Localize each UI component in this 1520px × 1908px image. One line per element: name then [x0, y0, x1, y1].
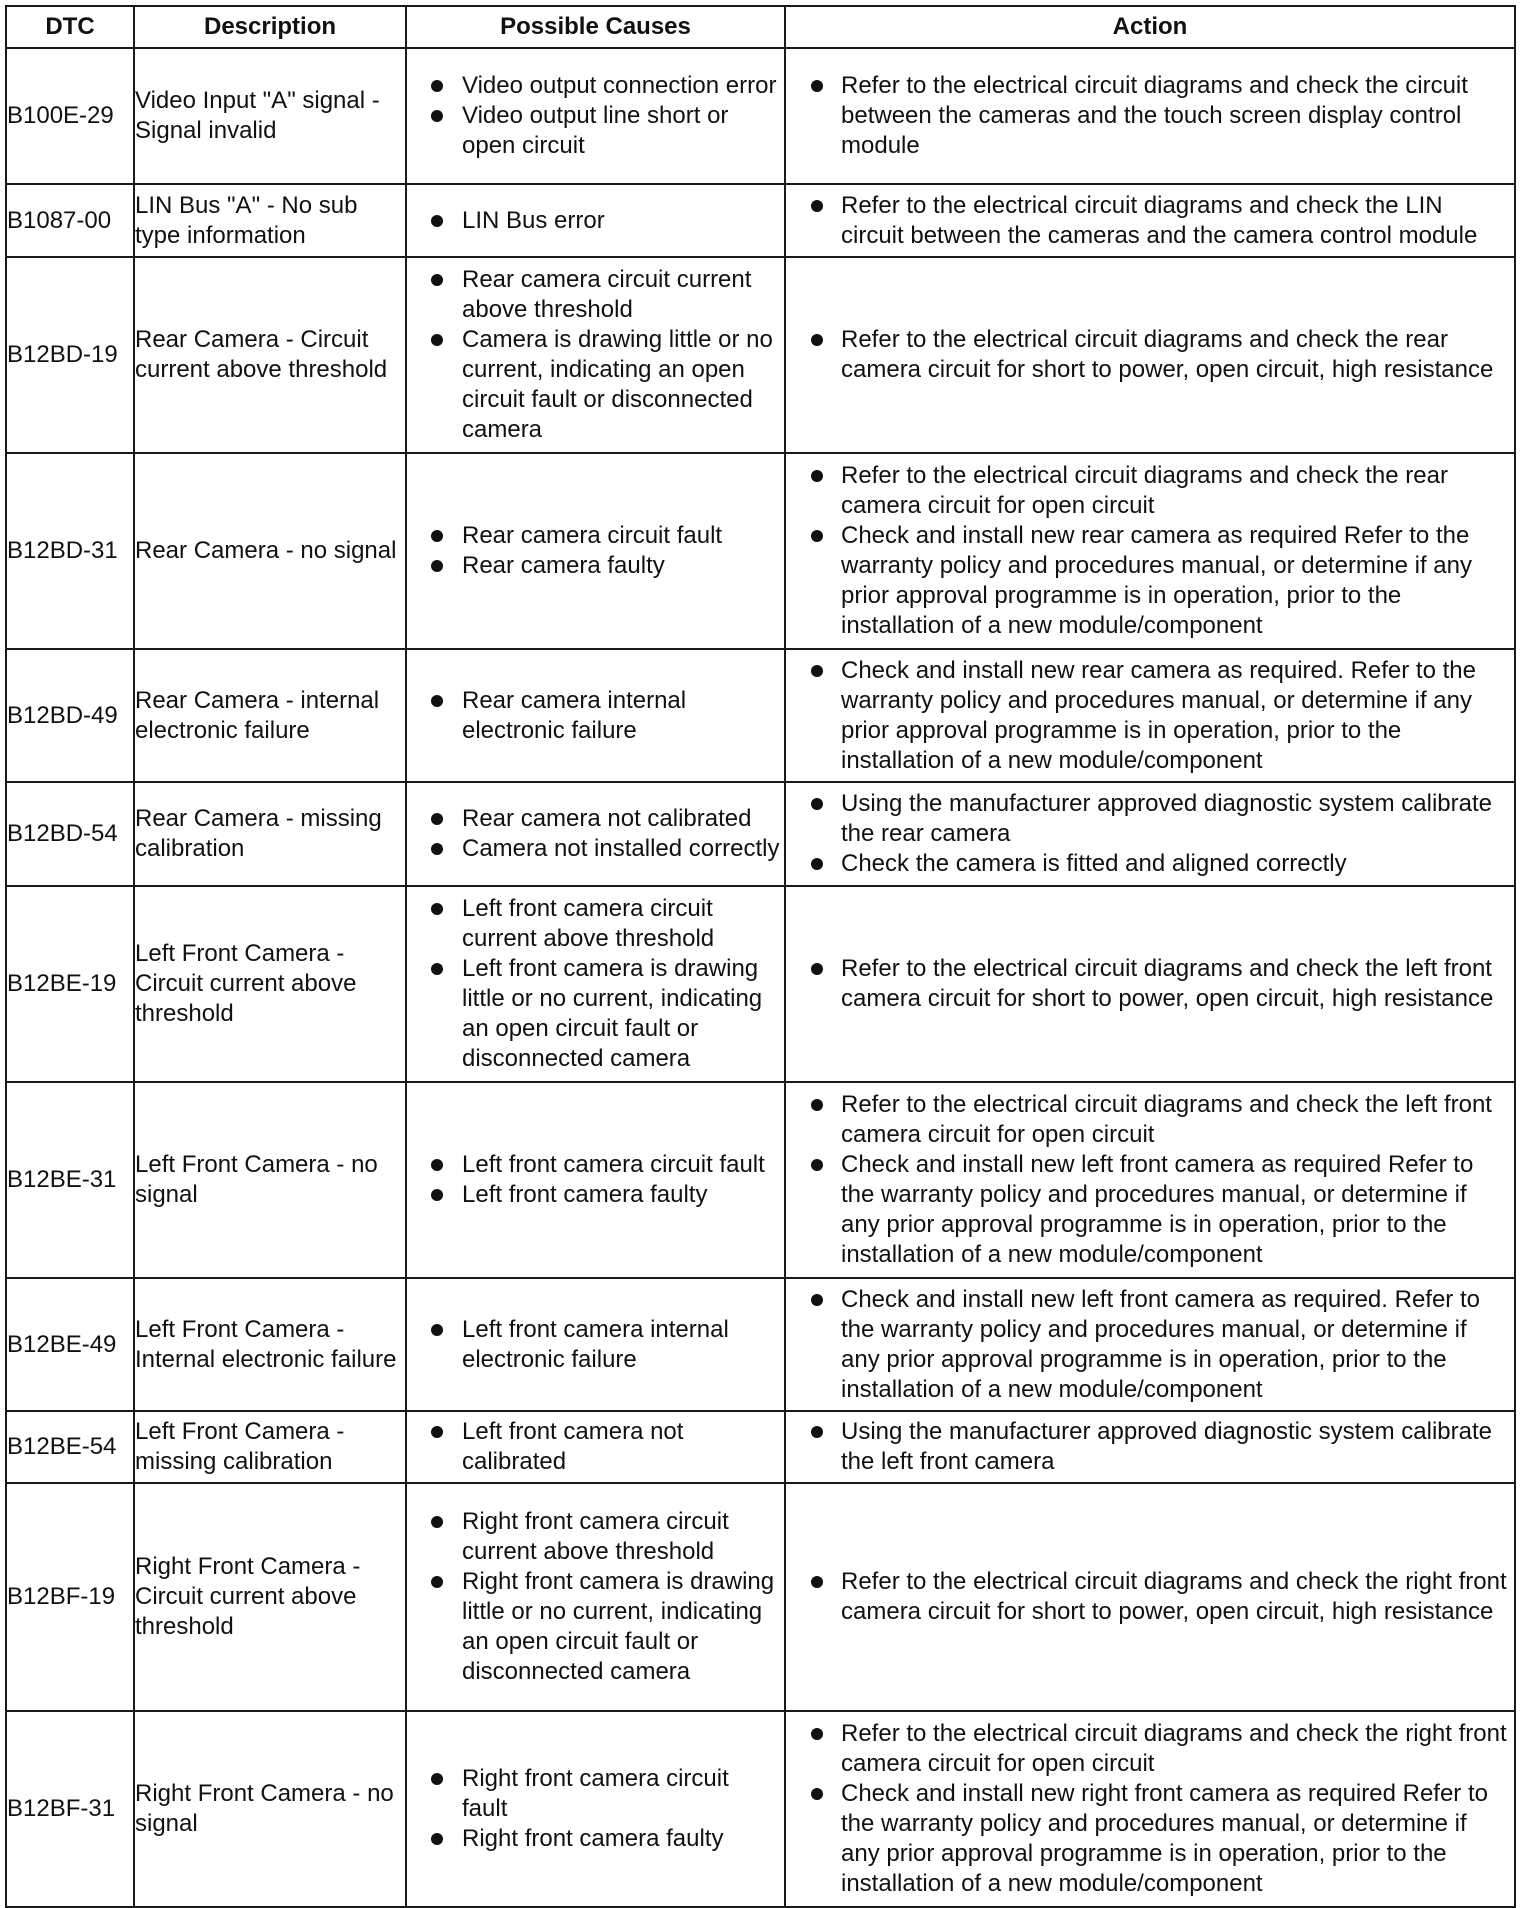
- possible-causes-cell: [406, 1483, 785, 1711]
- bullet-icon: [431, 530, 443, 542]
- causes-list: [407, 686, 784, 746]
- header-description: Description: [134, 6, 406, 48]
- table-row: [6, 1711, 1515, 1907]
- possible-causes-cell: [406, 257, 785, 453]
- action-item-text: Refer to the electrical circuit diagrams and check the rear camera circuit for short to power, open circuit, high resistance: [841, 326, 1494, 383]
- cause-item-text: Right front camera is drawing little or no current, indicating an open circuit fault or disconnected camera: [462, 1568, 775, 1685]
- causes-list: [407, 1150, 784, 1210]
- table-row: [6, 1278, 1515, 1411]
- action-cell: [785, 649, 1515, 782]
- causes-list: [407, 804, 784, 864]
- action-cell: [785, 1278, 1515, 1411]
- action-item: [786, 1567, 1514, 1627]
- cause-item-text: Video output line short or open circuit: [462, 102, 729, 159]
- possible-causes-cell: [406, 1278, 785, 1411]
- bullet-icon: [811, 1788, 823, 1800]
- action-cell: [785, 1082, 1515, 1278]
- bullet-icon: [811, 1099, 823, 1111]
- action-cell: [785, 453, 1515, 649]
- cause-item-text: Video output connection error: [462, 72, 777, 99]
- bullet-icon: [811, 80, 823, 92]
- action-item: [786, 325, 1514, 385]
- possible-causes-cell: [406, 782, 785, 886]
- cause-item-text: Right front camera circuit current above threshold: [462, 1508, 729, 1565]
- cause-item: [407, 551, 784, 581]
- cause-item: [407, 101, 784, 161]
- bullet-icon: [431, 334, 443, 346]
- dtc-description: Right Front Camera - no signal: [134, 1711, 406, 1907]
- table-row: [6, 257, 1515, 453]
- action-item-text: Check and install new right front camera as required Refer to the warranty policy and procedures manual, or determine if any prior approval programme is in operation, prior to the installation of a new module/component: [841, 1780, 1488, 1897]
- table-row: [6, 1082, 1515, 1278]
- action-item: [786, 789, 1514, 849]
- action-cell: [785, 886, 1515, 1082]
- action-cell: [785, 184, 1515, 257]
- possible-causes-cell: [406, 886, 785, 1082]
- action-item: [786, 191, 1514, 251]
- table-row: [6, 48, 1515, 184]
- actions-list: [786, 191, 1514, 251]
- actions-list: [786, 954, 1514, 1014]
- action-item-text: Refer to the electrical circuit diagrams and check the left front camera circuit for open circuit: [841, 1091, 1492, 1148]
- bullet-icon: [811, 334, 823, 346]
- bullet-icon: [431, 843, 443, 855]
- actions-list: [786, 656, 1514, 776]
- actions-list: [786, 71, 1514, 161]
- action-item-text: Check and install new left front camera as required. Refer to the warranty policy and procedures manual, or determine if any prior approval programme is in operation, prior to the installation of a new module/component: [841, 1285, 1480, 1403]
- possible-causes-cell: [406, 1082, 785, 1278]
- dtc-description: Left Front Camera - Circuit current above threshold: [134, 886, 406, 1082]
- actions-list: [786, 1285, 1514, 1405]
- causes-list: [407, 1764, 784, 1854]
- table-row: [6, 453, 1515, 649]
- actions-list: [786, 789, 1514, 879]
- dtc-code: B12BD-49: [6, 649, 134, 782]
- bullet-icon: [811, 470, 823, 482]
- cause-item: [407, 1417, 784, 1477]
- dtc-description: Left Front Camera - no signal: [134, 1082, 406, 1278]
- causes-list: [407, 1417, 784, 1477]
- cause-item-text: Rear camera not calibrated: [462, 805, 752, 832]
- dtc-code: B12BD-54: [6, 782, 134, 886]
- actions-list: [786, 1567, 1514, 1627]
- table-body: [6, 48, 1515, 1907]
- action-item-text: Check and install new rear camera as required Refer to the warranty policy and procedures manual, or determine if any prior approval programme is in operation, prior to the installation of a new module/component: [841, 522, 1472, 639]
- cause-item: [407, 1315, 784, 1375]
- action-item-text: Check and install new left front camera as required Refer to the warranty policy and procedures manual, or determine if any prior approval programme is in operation, prior to the installation of a new module/component: [841, 1151, 1474, 1268]
- action-item-text: Refer to the electrical circuit diagrams and check the right front camera circuit for short to power, open circuit, high resistance: [841, 1568, 1507, 1625]
- causes-list: [407, 894, 784, 1074]
- action-item: [786, 1090, 1514, 1150]
- bullet-icon: [431, 80, 443, 92]
- cause-item-text: Rear camera circuit fault: [462, 522, 723, 549]
- bullet-icon: [431, 110, 443, 122]
- action-item: [786, 1779, 1514, 1899]
- dtc-description: Rear Camera - internal electronic failure: [134, 649, 406, 782]
- action-item-text: Using the manufacturer approved diagnostic system calibrate the left front camera: [841, 1418, 1492, 1475]
- bullet-icon: [431, 560, 443, 572]
- bullet-icon: [431, 963, 443, 975]
- action-item-text: Using the manufacturer approved diagnostic system calibrate the rear camera: [841, 790, 1492, 847]
- action-item-text: Refer to the electrical circuit diagrams and check the LIN circuit between the cameras and the camera control module: [841, 191, 1478, 249]
- dtc-description: Left Front Camera - missing calibration: [134, 1411, 406, 1483]
- action-item-text: Refer to the electrical circuit diagrams and check the circuit between the cameras and the touch screen display control module: [841, 72, 1468, 159]
- cause-item: [407, 206, 784, 236]
- bullet-icon: [431, 1773, 443, 1785]
- causes-list: [407, 71, 784, 161]
- dtc-code: B12BD-31: [6, 453, 134, 649]
- header-possible-causes: Possible Causes: [406, 6, 785, 48]
- dtc-code: B12BE-49: [6, 1278, 134, 1411]
- action-item: [786, 656, 1514, 776]
- dtc-description: Right Front Camera - Circuit current above threshold: [134, 1483, 406, 1711]
- cause-item: [407, 1764, 784, 1824]
- table-row: [6, 649, 1515, 782]
- possible-causes-cell: [406, 453, 785, 649]
- table-row: [6, 1411, 1515, 1483]
- action-cell: [785, 1711, 1515, 1907]
- action-item-text: Refer to the electrical circuit diagrams and check the rear camera circuit for open circuit: [841, 462, 1448, 519]
- bullet-icon: [431, 1189, 443, 1201]
- action-cell: [785, 257, 1515, 453]
- possible-causes-cell: [406, 1711, 785, 1907]
- cause-item-text: Rear camera internal electronic failure: [462, 686, 687, 744]
- action-item-text: Refer to the electrical circuit diagrams and check the left front camera circuit for short to power, open circuit, high resistance: [841, 955, 1494, 1012]
- causes-list: [407, 1315, 784, 1375]
- causes-list: [407, 1507, 784, 1687]
- cause-item: [407, 1507, 784, 1567]
- actions-list: [786, 1417, 1514, 1477]
- action-cell: [785, 1483, 1515, 1711]
- bullet-icon: [431, 1324, 443, 1336]
- bullet-icon: [431, 903, 443, 915]
- table-row: [6, 1483, 1515, 1711]
- action-item: [786, 1150, 1514, 1270]
- dtc-code: B12BF-31: [6, 1711, 134, 1907]
- cause-item: [407, 265, 784, 325]
- bullet-icon: [811, 1159, 823, 1171]
- bullet-icon: [811, 963, 823, 975]
- cause-item-text: Left front camera internal electronic failure: [462, 1315, 729, 1373]
- dtc-description: LIN Bus "A" - No sub type information: [134, 184, 406, 257]
- cause-item: [407, 1180, 784, 1210]
- bullet-icon: [811, 530, 823, 542]
- possible-causes-cell: [406, 184, 785, 257]
- action-item: [786, 1285, 1514, 1405]
- action-cell: [785, 1411, 1515, 1483]
- dtc-code: B12BF-19: [6, 1483, 134, 1711]
- cause-item: [407, 325, 784, 445]
- dtc-description: Rear Camera - Circuit current above threshold: [134, 257, 406, 453]
- action-cell: [785, 782, 1515, 886]
- bullet-icon: [431, 813, 443, 825]
- cause-item-text: Camera not installed correctly: [462, 835, 780, 862]
- bullet-icon: [431, 274, 443, 286]
- bullet-icon: [431, 1576, 443, 1588]
- bullet-icon: [811, 1294, 823, 1306]
- cause-item: [407, 834, 784, 864]
- possible-causes-cell: [406, 1411, 785, 1483]
- table-row: [6, 886, 1515, 1082]
- cause-item-text: Camera is drawing little or no current, indicating an open circuit fault or disconnected camera: [462, 326, 773, 443]
- cause-item-text: Left front camera circuit current above threshold: [462, 895, 715, 952]
- cause-item: [407, 954, 784, 1074]
- dtc-code: B12BE-31: [6, 1082, 134, 1278]
- cause-item: [407, 1824, 784, 1854]
- action-item: [786, 461, 1514, 521]
- cause-item: [407, 521, 784, 551]
- table-row: [6, 782, 1515, 886]
- cause-item-text: LIN Bus error: [462, 206, 605, 234]
- cause-item-text: Rear camera faulty: [462, 552, 665, 579]
- actions-list: [786, 1090, 1514, 1270]
- dtc-table: [5, 5, 1516, 1908]
- dtc-code: B12BD-19: [6, 257, 134, 453]
- bullet-icon: [431, 1833, 443, 1845]
- dtc-code: B1087-00: [6, 184, 134, 257]
- action-item-text: Check the camera is fitted and aligned correctly: [841, 850, 1347, 877]
- action-item: [786, 521, 1514, 641]
- bullet-icon: [431, 695, 443, 707]
- bullet-icon: [431, 1516, 443, 1528]
- cause-item-text: Right front camera faulty: [462, 1825, 724, 1852]
- bullet-icon: [811, 1426, 823, 1438]
- dtc-description: Left Front Camera - Internal electronic failure: [134, 1278, 406, 1411]
- bullet-icon: [811, 858, 823, 870]
- possible-causes-cell: [406, 48, 785, 184]
- actions-list: [786, 325, 1514, 385]
- bullet-icon: [811, 665, 823, 677]
- cause-item-text: Left front camera not calibrated: [462, 1418, 684, 1475]
- table-header-row: [6, 6, 1515, 48]
- cause-item: [407, 71, 784, 101]
- bullet-icon: [811, 798, 823, 810]
- action-item: [786, 954, 1514, 1014]
- cause-item: [407, 804, 784, 834]
- dtc-code: B100E-29: [6, 48, 134, 184]
- bullet-icon: [811, 1576, 823, 1588]
- bullet-icon: [431, 215, 443, 227]
- cause-item: [407, 1150, 784, 1180]
- bullet-icon: [431, 1159, 443, 1171]
- action-cell: [785, 48, 1515, 184]
- cause-item: [407, 894, 784, 954]
- header-dtc: DTC: [6, 6, 134, 48]
- cause-item: [407, 686, 784, 746]
- cause-item: [407, 1567, 784, 1687]
- cause-item-text: Rear camera circuit current above threshold: [462, 266, 752, 323]
- bullet-icon: [431, 1426, 443, 1438]
- action-item-text: Refer to the electrical circuit diagrams and check the right front camera circuit for open circuit: [841, 1720, 1507, 1777]
- cause-item-text: Right front camera circuit fault: [462, 1765, 729, 1822]
- header-action: Action: [785, 6, 1515, 48]
- table-row: [6, 184, 1515, 257]
- dtc-code: B12BE-54: [6, 1411, 134, 1483]
- bullet-icon: [811, 200, 823, 212]
- action-item: [786, 1417, 1514, 1477]
- cause-item-text: Left front camera is drawing little or no current, indicating an open circuit fault or disconnected camera: [462, 955, 763, 1072]
- dtc-description: Video Input "A" signal - Signal invalid: [134, 48, 406, 184]
- action-item: [786, 71, 1514, 161]
- dtc-description: Rear Camera - no signal: [134, 453, 406, 649]
- causes-list: [407, 265, 784, 445]
- causes-list: [407, 521, 784, 581]
- bullet-icon: [811, 1728, 823, 1740]
- dtc-description: Rear Camera - missing calibration: [134, 782, 406, 886]
- action-item-text: Check and install new rear camera as required. Refer to the warranty policy and procedures manual, or determine if any prior approval programme is in operation, prior to the installation of a new module/component: [841, 656, 1476, 774]
- cause-item-text: Left front camera faulty: [462, 1181, 708, 1208]
- dtc-code: B12BE-19: [6, 886, 134, 1082]
- action-item: [786, 1719, 1514, 1779]
- actions-list: [786, 1719, 1514, 1899]
- actions-list: [786, 461, 1514, 641]
- cause-item-text: Left front camera circuit fault: [462, 1151, 765, 1178]
- action-item: [786, 849, 1514, 879]
- causes-list: [407, 206, 784, 236]
- possible-causes-cell: [406, 649, 785, 782]
